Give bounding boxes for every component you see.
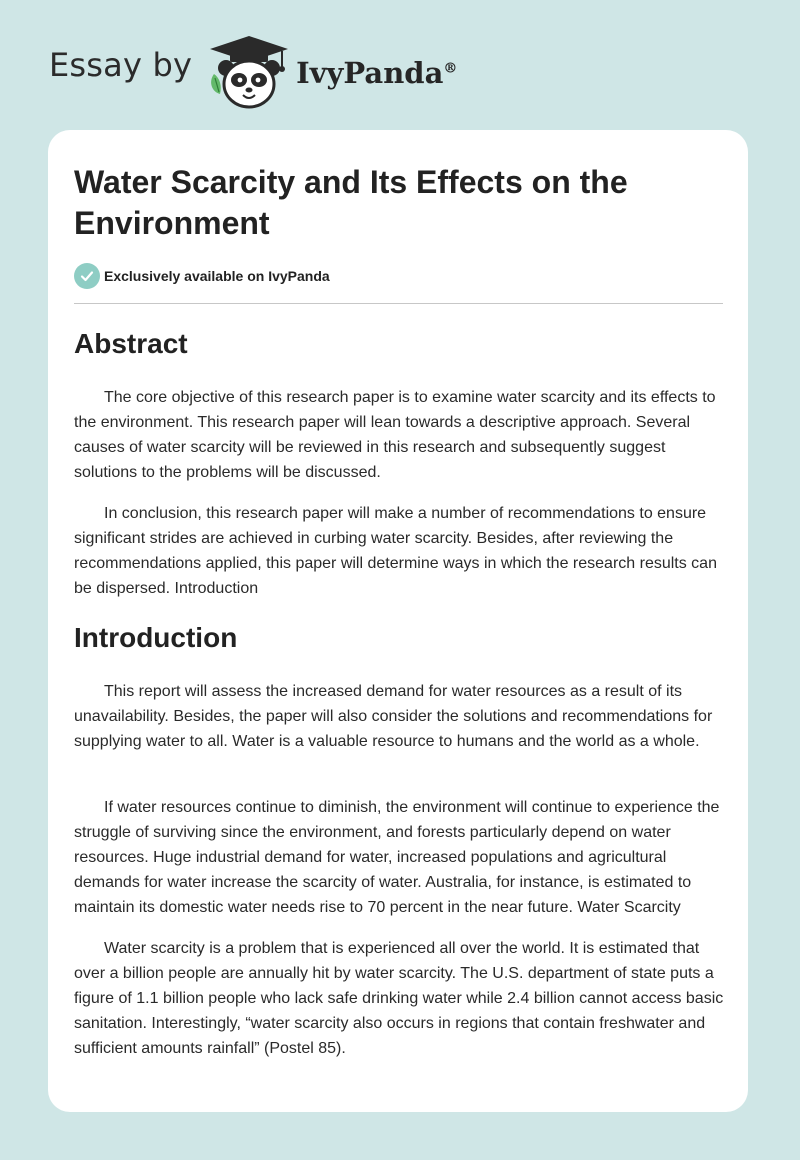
badge-text: Exclusively available on IvyPanda: [104, 268, 330, 284]
paragraph: Water scarcity is a problem that is experienced all over the world. It is estimated that over a billion people are annually hit by water scarcity. The U.S. department of state puts a figure of 1.1 billion people who lack safe drinking water while 2.4 billion cannot access basic sanitation. Interestingly, “water scarcity also occurs in regions that contain freshwater and sufficient amounts rainfall” (Postel 85).: [74, 940, 724, 1057]
check-icon: [74, 263, 100, 289]
paragraph: This report will assess the increased demand for water resources as a result of its unavailability. Besides, the paper will also consider the solutions and recommendations for supplying water to all. Water is a valuable resource to humans and the world as a whole.: [74, 683, 713, 750]
site-header-logo[interactable]: [49, 34, 457, 110]
divider: [74, 303, 723, 304]
panda-logo-icon: [206, 34, 292, 110]
section-heading-abstract: Abstract: [74, 328, 188, 359]
paragraph: In conclusion, this research paper will make a number of recommendations to ensure significant strides are achieved in curbing water scarcity. Besides, after reviewing the recommendations applied, this paper will determine ways in which the research results can be dispersed. Introduction: [74, 505, 717, 597]
paragraph: The core objective of this research paper is to examine water scarcity and its effects to the environment. This research paper will lean towards a descriptive approach. Several causes of water scarcity will be reviewed in this research and subsequently suggest solutions to the problems will be discussed.: [74, 389, 716, 481]
exclusive-badge: [74, 263, 330, 289]
essay-card: [48, 130, 748, 1112]
paragraph: If water resources continue to diminish, the environment will continue to experience the struggle of surviving since the environment, and forests particularly depend on water resources. Huge industrial demand for water, increased populations and agricultural demands for water increase the scarcity of water. Australia, for instance, is estimated to maintain its domestic water needs rise to 70 percent in the near future. Water Scarcity: [74, 799, 720, 916]
brand-name: IvyPanda®: [296, 56, 458, 90]
section-heading-introduction: Introduction: [74, 622, 238, 653]
essay-title: Water Scarcity and Its Effects on the Environment: [74, 164, 628, 241]
brand-prefix: Essay by: [49, 46, 193, 84]
